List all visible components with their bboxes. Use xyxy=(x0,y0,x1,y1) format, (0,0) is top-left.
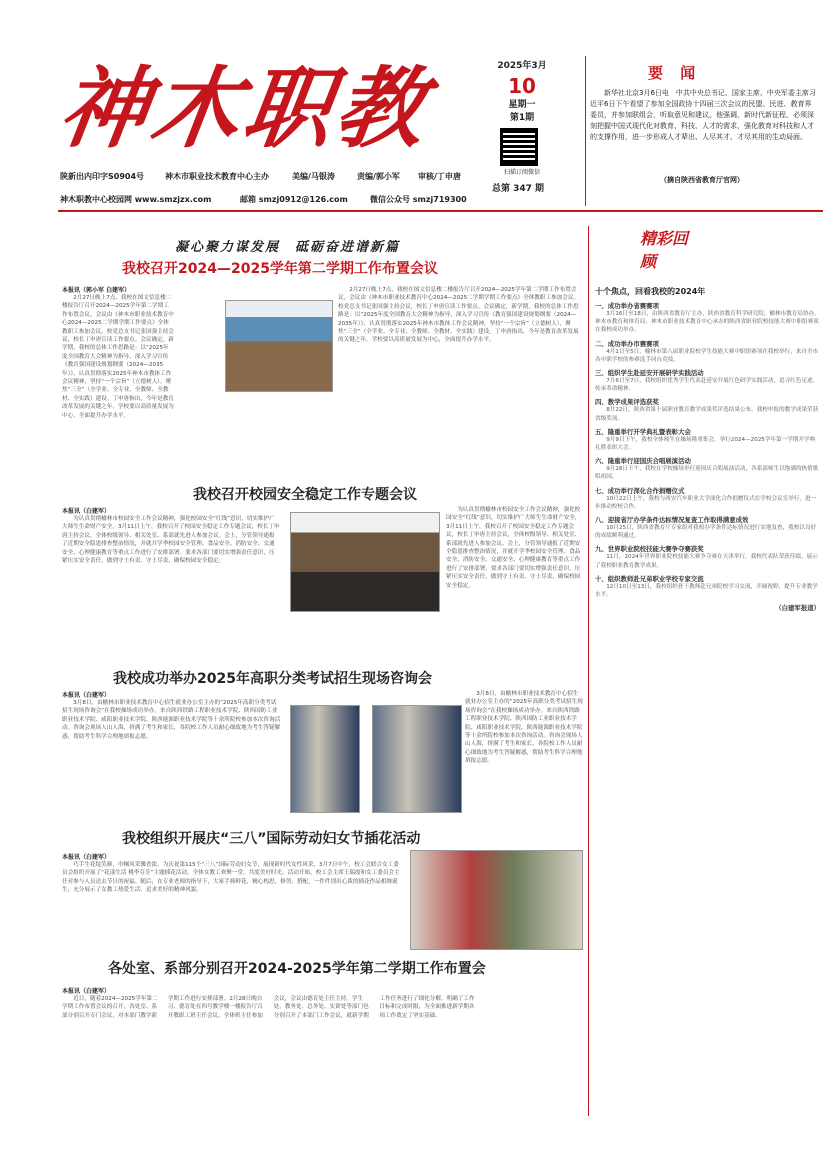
qr-code[interactable] xyxy=(500,128,538,166)
article1-body: 2月27日晚上7点，我校在图文信息楼二楼报告厅召开2024—2025学年第二学期工作布置会议，会议由《神木市职业技术教育中心2024—2025二学期学期工作要点》全体教职工参加会议。校党总支书记张国强主持会议，校长丁申唐宣读工作要点。会议确定，新学期，我校的总体工作思路是：以“2025年度全国教育大会精神为指导，深入学习宣传《教育强国建设规划纲要（2024—2035年）》，认真贯彻落实2025年神木市教体工作会议精神，坚持“一个宗旨”（立德树人），聚焦“三全”（全学业、全专业、全教师、全教材、全实践）建设。丁申唐指出，今年是教育改革发展的关键之年，学校要以高质量发展为中心，全面提升办学水平。 xyxy=(62,295,174,419)
review-item: 四、教学成果评选获奖 8月22日，陕西省第十届职业教育教学成果奖评选结果公布，我校申报的教学成果荣获省级奖项。 xyxy=(595,398,819,422)
wechat-account: 微信公众号 smzj719300 xyxy=(370,195,467,204)
license-number: 陕新出内印字S0904号 xyxy=(60,172,145,181)
article5-body: 近日，随着2024—2025学年第二学期工作布置会议的召开，各处室、系部分别召开专门会议，对本部门教学新学期工作进行安排部署。2月28日晚自习，德育处在四号教学楼一楼报告厅召开教职工班主任会议，全体班主任参加会议，会议由德育处主任主持。学生处、教务处、总务处、实训处等部门也分别召开了本部门工作会议，就新学期工作任务进行了细化分解，明确了工作目标和完成时限，为全面推进新学期各项工作奠定了坚实基础。 xyxy=(62,996,475,1019)
editor: 责编/郭小军 xyxy=(357,172,400,181)
issue-date: 2025年3月 xyxy=(497,61,547,71)
review-item: 七、成功举行深化合作捐赠仪式 10月22日上午，我校与西安汽车职业大学深化合作捐赠仪式在学校会议室举行，进一步推动校校合作。 xyxy=(595,486,817,510)
issue-number: 第1期 xyxy=(509,113,535,123)
review-column xyxy=(595,280,820,612)
review-item: 三、组织学生赴延安开展研学实践活动 7月6日至7日，我校组织优秀学生代表赴延安开展红色研学实践活动，追寻红色足迹，传承革命精神。 xyxy=(595,369,819,393)
review-item: 八、迎接省厅办学条件达标情况复查工作取得满意成效 10月25日，陕西省教育厅专家组对我校办学条件达标情况进行实地复查，我校以良好的成绩顺利通过。 xyxy=(595,516,817,540)
article3-body-cont: 3月8日，由榆林市职业技术教育中心招生就业办公室主办的“2025年高职分类考试招生现场咨询会”在我校操场成功举办。来自陕西铁路工程职业技术学院、陕西国防工业职业技术学院、咸阳职业技术学院、陕西能源职业技术学院等十余所院校参加本次咨询活动。咨询会现场人山人海，挤满了考生和家长，各院校工作人员耐心细致地为考生答疑解惑，帮助考生科学合理地填报志愿。 xyxy=(465,691,583,765)
column-divider xyxy=(588,226,589,1116)
article1-title[interactable]: 我校召开2024—2025学年第二学期工作布置会议 xyxy=(122,261,438,277)
reviewer: 审核/丁申唐 xyxy=(418,172,461,181)
issue-day: 10 xyxy=(508,74,536,98)
article1-photo xyxy=(225,300,333,392)
review-item: 六、隆重举行迎国庆合唱展演活动 9月28日下午，我校在学校操场举行迎国庆合唱展演活动，各系部师生以饱满的热情歌唱祖国。 xyxy=(595,457,819,481)
qr-label: 扫描订阅微信 xyxy=(503,169,540,176)
review-item: 二、成功举办市赛赛项 4月1日至5日，榆林市第八届职业院校学生技能大赛中职组赛项在我校举行，来自全市各中职学校的参赛选手同台竞技。 xyxy=(595,339,819,363)
article2-photo xyxy=(290,512,440,612)
review-banner: 精彩回顾 xyxy=(640,229,689,271)
header-rule xyxy=(58,210,823,212)
news-heading: 要 闻 xyxy=(648,64,702,82)
school-website[interactable]: 神木职教中心校园网 www.smzjzx.com xyxy=(60,195,212,204)
art-editor: 美编/马银涛 xyxy=(292,172,335,181)
article3-title[interactable]: 我校成功举办2025年高职分类考试招生现场咨询会 xyxy=(113,671,432,687)
masthead-title: 神木职教 xyxy=(52,56,436,160)
email[interactable]: 邮箱 smzj0912@126.com xyxy=(240,195,348,204)
article3-photo-1 xyxy=(290,705,360,813)
review-item: 十、组织教师赴兄弟职业学校专家交流 12月10日至13日，我校组织骨干教师赴兄弟院校学习交流，开阔视野，提升专业教学水平。 xyxy=(595,574,818,599)
article2-body-cont: 为认真贯彻榆林市校园安全工作会议精神，强化校园安全“红线”意识，切实维护广大师生生命财产安全，3月11日上午，我校召开了校园安全稳定工作专题会议，校长丁申唐主持会议，全体校级领导、相关处室、系部就先进人参加会议。会上，分管领导通报了近期安全隐患排查整治情况，并就开学季校园安全管理、食品安全、消防安全、交通安全、心理健康教育等重点工作进行了安排部署。要求各部门要切实增强责任意识，压紧压实安全责任，做到守土有责、守土尽责，确保校园安全稳定。 xyxy=(446,507,581,589)
article5-title[interactable]: 各处室、系部分别召开2024-2025学年第二学期工作布置会 xyxy=(108,961,486,977)
organizer: 神木市职业技术教育中心主办 xyxy=(165,172,269,181)
article1-body-cont: 2月27日晚上7点，我校在图文信息楼二楼报告厅召开2024—2025学年第二学期工作布置会议，会议由《神木市职业技术教育中心2024—2025二学期学期工作要点》全体教职工参加会议。校党总支书记张国强主持会议，校长丁申唐宣读工作要点。会议确定，新学期，我校的总体工作思路是：以“2025年度全国教育大会精神为指导，深入学习宣传《教育强国建设规划纲要（2024—2035年）》，认真贯彻落实2025年神木市教体工作会议精神，坚持“一个宗旨”（立德树人），聚焦“三全”（全学业、全专业、全教师、全教材、全实践）建设。丁申唐指出，今年是教育改革发展的关键之年，学校要以高质量发展为中心，全面提升办学水平。 xyxy=(338,287,580,344)
article1-byline: 本报讯（郭小军 白建军） xyxy=(62,287,131,294)
article3-body: 3月8日，由榆林市职业技术教育中心招生就业办公室主办的“2025年高职分类考试招生现场咨询会”在我校操场成功举办。来自陕西铁路工程职业技术学院、陕西国防工业职业技术学院、咸阳职业技术学院、陕西能源职业技术学院等十余所院校参加本次咨询活动。咨询会现场人山人海，挤满了考生和家长，各院校工作人员耐心细致地为考生答疑解惑，帮助考生科学合理地填报志愿。 xyxy=(62,700,281,740)
header-divider xyxy=(585,56,586,206)
article4-body: 巧手生花绽笑颜，巾帼风采馨香浓。为庆祝第115个“三八”国际劳动妇女节，展现新时代女性风采，3月7日中午，校工会联合女工委员会组织开展了“花漾生活 桃李芬芳”主题插花活动，全体女教工欢聚一堂，共度美好时光。活动开始，校工会主席王瑞霞和女工委员会主任对参与人员送去节日的祝福。随后，在专业老师的指导下，大家手捧鲜花，精心构思，修剪、搭配，一件件别出心裁的插花作品相继诞生，充分展示了女教工热爱生活、追求美好的精神风貌。 xyxy=(62,862,400,894)
article4-title[interactable]: 我校组织开展庆“三八”国际劳动妇女节插花活动 xyxy=(122,831,421,847)
review-item: 九、世界职业院校技能大赛争夺赛获奖 11月，2024年世界职业院校技能大赛争夺赛在天津举行，我校代表队荣获佳绩，展示了我校职业教育教学成果。 xyxy=(595,545,818,569)
article2-title[interactable]: 我校召开校园安全稳定工作专题会议 xyxy=(193,487,417,503)
article2-byline: 本报讯（白建军） xyxy=(62,508,111,515)
total-issue: 总第 347 期 xyxy=(492,184,545,194)
review-item: 一、成功举办省赛赛项 3月16日至18日，由陕西省教育厅主办，陕西省教育科学研究院、榆林市教育局协办，神木市教育和体育局、神木市职业技术教育中心承办的陕西省职业院校技能大赛中职组赛项在我校成功举办。 xyxy=(595,302,820,334)
news-source: （摘自陕西省教育厅官网） xyxy=(660,176,744,184)
news-body: 新华社北京3月6日电 中共中央总书记、国家主席、中央军委主席习近平6日下午看望了参加全国政协十四届三次会议的民盟、民进、教育界委员，并参加联组会，听取意见和建议。他强调，新时代新征程，必须深刻把握中国式现代化对教育、科技、人才的需求，强化教育对科技和人才的支撑作用，进一步形成人才辈出、人尽其才、才尽其用的生动局面。 xyxy=(590,89,816,141)
article4-byline: 本报讯（白建军） xyxy=(62,854,111,861)
issue-weekday: 星期一 xyxy=(508,100,536,110)
issue-info xyxy=(492,60,552,125)
article4-photo xyxy=(410,850,583,950)
article3-photo-2 xyxy=(372,705,462,813)
article5-byline: 本报讯（白建军） xyxy=(62,988,111,995)
slogan: 凝心聚力谋发展 砥砺奋进谱新篇 xyxy=(175,240,401,255)
article2-body: 为认真贯彻榆林市校园安全工作会议精神，强化校园安全“红线”意识，切实维护广大师生生命财产安全，3月11日上午，我校召开了校园安全稳定工作专题会议，校长丁申唐主持会议，全体校级领导、相关处室、系部就先进人参加会议。会上，分管领导通报了近期安全隐患排查整治情况，并就开学季校园安全管理、食品安全、消防安全、交通安全、心理健康教育等重点工作进行了安排部署。要求各部门要切实增强责任意识，压紧压实安全责任，做到守土有责、守土尽责，确保校园安全稳定。 xyxy=(62,516,280,565)
review-heading: 十个焦点，回看我校的2024年 xyxy=(595,287,706,296)
review-byline: （白建军报道） xyxy=(775,604,820,613)
review-item: 五、隆重举行开学典礼暨表彰大会 9月9日下午，我校全体师生在操场隆重集会，举行2024—2025学年第一学期开学典礼暨表彰大会。 xyxy=(595,427,816,452)
article3-byline: 本报讯（白建军） xyxy=(62,692,111,699)
